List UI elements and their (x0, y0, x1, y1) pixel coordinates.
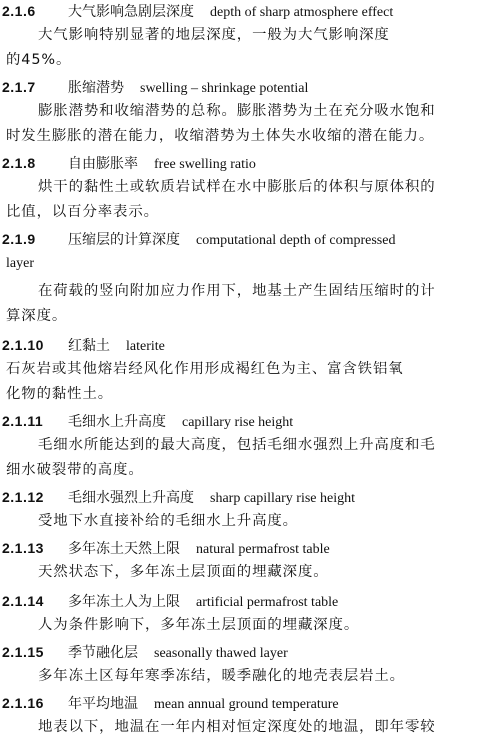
definition-line: 烘干的黏性土或软质岩试样在水中膨胀后的体积与原体积的 (38, 179, 436, 195)
term-english: artificial permafrost table (196, 595, 339, 610)
term-number: 2.1.12 (2, 489, 44, 505)
term-english: depth of sharp atmosphere effect (210, 5, 394, 20)
term-heading (2, 486, 355, 508)
term-heading (2, 537, 330, 559)
term-chinese: 红黏土 (68, 338, 110, 354)
definition-line: 算深度。 (6, 308, 68, 324)
term-chinese: 毛细水强烈上升高度 (68, 490, 194, 506)
definition-line: 的45%。 (6, 52, 72, 68)
term-english: natural permafrost table (196, 542, 330, 557)
term-number: 2.1.9 (2, 231, 36, 247)
term-number: 2.1.14 (2, 593, 44, 609)
term-heading (2, 0, 393, 22)
definition-line: 大气影响特别显著的地层深度，一般为大气影响深度 (38, 27, 390, 43)
term-heading (2, 334, 165, 356)
term-english: computational depth of compressed (196, 233, 396, 248)
term-number: 2.1.6 (2, 3, 36, 19)
term-heading (2, 692, 339, 714)
term-chinese: 胀缩潜势 (68, 80, 124, 96)
term-english: laterite (126, 339, 165, 354)
term-number: 2.1.15 (2, 644, 44, 660)
definition-line: 地表以下，地温在一年内相对恒定深度处的地温，即年零较 (38, 719, 436, 735)
definition-line: 毛细水所能达到的最大高度，包括毛细水强烈上升高度和毛 (38, 437, 436, 453)
term-chinese: 多年冻土天然上限 (68, 541, 180, 557)
term-chinese: 年平均地温 (68, 696, 138, 712)
term-heading (2, 152, 256, 174)
definition-line: 天然状态下，多年冻土层顶面的埋藏深度。 (38, 564, 329, 580)
term-number: 2.1.11 (2, 413, 44, 429)
term-english: mean annual ground temperature (154, 697, 339, 712)
term-chinese: 季节融化层 (68, 645, 138, 661)
term-number: 2.1.10 (2, 337, 44, 353)
term-english: free swelling ratio (154, 157, 256, 172)
term-heading (2, 590, 338, 612)
definition-line: 多年冻土区每年寒季冻结，暖季融化的地壳表层岩土。 (38, 668, 405, 684)
definition-line: 细水破裂带的高度。 (6, 462, 144, 478)
term-english: sharp capillary rise height (210, 491, 356, 506)
term-english-continuation: layer (6, 256, 34, 271)
definition-line: 石灰岩或其他熔岩经风化作用形成褐红色为主、富含铁铝氧 (6, 361, 404, 377)
definition-line: 时发生膨胀的潜在能力，收缩潜势为土体失水收缩的潜在能力。 (6, 128, 435, 144)
term-heading (2, 228, 395, 250)
definition-line: 在荷载的竖向附加应力作用下，地基土产生固结压缩时的计 (38, 283, 436, 299)
term-chinese: 毛细水上升高度 (68, 414, 166, 430)
definition-line: 化物的黏性土。 (6, 386, 114, 402)
term-english: seasonally thawed layer (154, 646, 288, 661)
term-number: 2.1.7 (2, 79, 36, 95)
term-chinese: 大气影响急剧层深度 (68, 4, 194, 20)
term-chinese: 压缩层的计算深度 (68, 232, 180, 248)
term-english: capillary rise height (182, 415, 294, 430)
term-heading (2, 410, 293, 432)
definition-line: 受地下水直接补给的毛细水上升高度。 (38, 513, 298, 529)
term-number: 2.1.13 (2, 540, 44, 556)
definition-line: 比值，以百分率表示。 (6, 204, 159, 220)
term-chinese: 多年冻土人为上限 (68, 594, 180, 610)
term-chinese: 自由膨胀率 (68, 156, 138, 172)
term-heading (2, 76, 308, 98)
term-number: 2.1.8 (2, 155, 36, 171)
term-number: 2.1.16 (2, 695, 44, 711)
term-heading (2, 641, 288, 663)
definition-line: 膨胀潜势和收缩潜势的总称。膨胀潜势为土在充分吸水饱和 (38, 103, 436, 119)
term-english: swelling – shrinkage potential (140, 81, 309, 96)
definition-line: 人为条件影响下，多年冻土层顶面的埋藏深度。 (38, 617, 360, 633)
